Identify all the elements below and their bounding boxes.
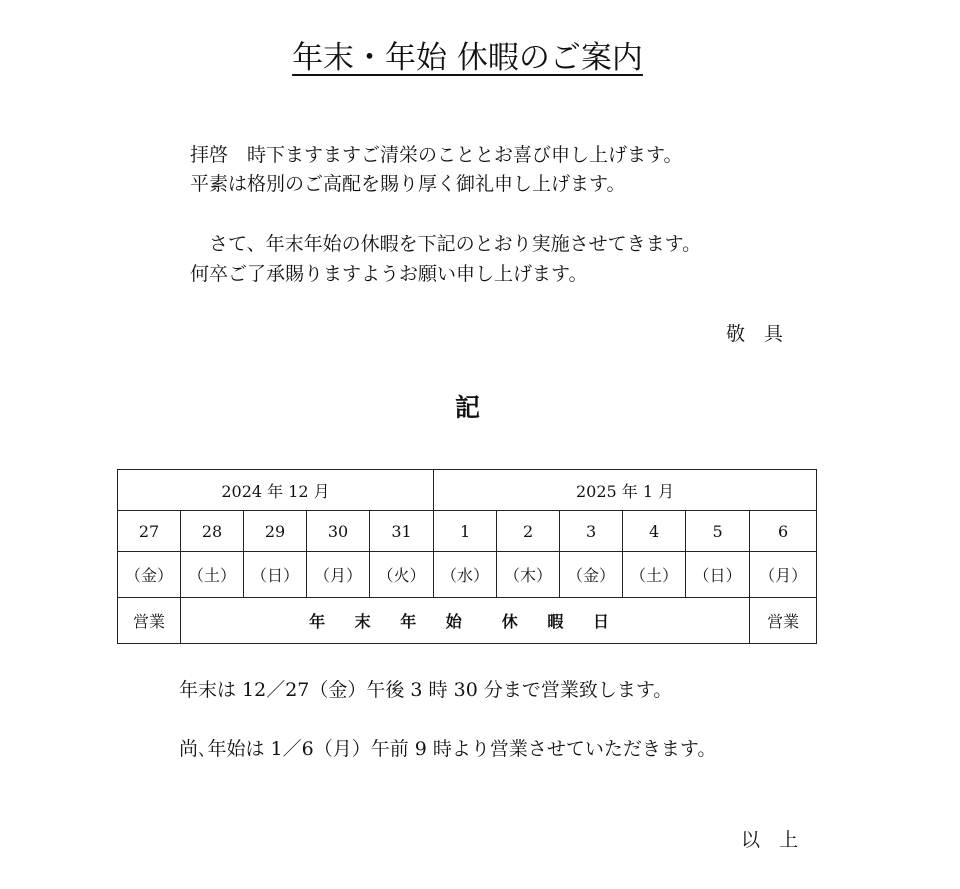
month-header-2025-01: 2025 年 1 月 xyxy=(434,470,817,511)
weekday-cell: （水） xyxy=(434,552,497,598)
month-header-2024-12: 2024 年 12 月 xyxy=(118,470,434,511)
weekday-row xyxy=(118,552,817,598)
greeting-line-4: 何卒ご了承賜りますようお願い申し上げます。 xyxy=(190,263,588,285)
holiday-calendar-table xyxy=(117,469,817,644)
weekday-cell: （火） xyxy=(370,552,434,598)
date-cell: 2 xyxy=(497,511,560,552)
note-year-end: 年末は 12／27（金）午後 3 時 30 分まで営業致します。 xyxy=(179,679,673,701)
note-new-year: 尚､年始は 1／6（月）午前 9 時より営業させていただきます。 xyxy=(179,738,717,760)
date-cell: 28 xyxy=(181,511,244,552)
weekday-cell: （金） xyxy=(118,552,181,598)
date-cell: 4 xyxy=(623,511,686,552)
weekday-cell: （金） xyxy=(560,552,623,598)
open-cell-end: 営業 xyxy=(750,598,817,644)
date-cell: 31 xyxy=(370,511,434,552)
date-cell: 30 xyxy=(307,511,370,552)
open-cell-start: 営業 xyxy=(118,598,181,644)
date-cell: 6 xyxy=(750,511,817,552)
weekday-cell: （月） xyxy=(750,552,817,598)
date-cell: 5 xyxy=(686,511,750,552)
date-cell: 27 xyxy=(118,511,181,552)
ending-ijou: 以 上 xyxy=(741,829,799,851)
month-row xyxy=(118,470,817,511)
greeting-line-1: 拝啓 時下ますますご清栄のこととお喜び申し上げます。 xyxy=(190,144,683,166)
holiday-period-cell: 年 末 年 始 休 暇 日 xyxy=(181,598,750,644)
greeting-line-3: さて、年末年始の休暇を下記のとおり実施させてきます。 xyxy=(190,233,702,255)
date-cell: 1 xyxy=(434,511,497,552)
ki-heading: 記 xyxy=(454,393,480,422)
page-title-text: 年末・年始 休暇のご案内 xyxy=(292,40,643,76)
page-title xyxy=(0,36,935,80)
date-row xyxy=(118,511,817,552)
weekday-cell: （日） xyxy=(686,552,750,598)
weekday-cell: （木） xyxy=(497,552,560,598)
weekday-cell: （月） xyxy=(307,552,370,598)
weekday-cell: （土） xyxy=(181,552,244,598)
weekday-cell: （土） xyxy=(623,552,686,598)
date-cell: 3 xyxy=(560,511,623,552)
date-cell: 29 xyxy=(244,511,307,552)
greeting-line-2: 平素は格別のご高配を賜り厚く御礼申し上げます。 xyxy=(190,173,626,195)
weekday-cell: （日） xyxy=(244,552,307,598)
closing-keigu: 敬 具 xyxy=(726,323,784,345)
status-row xyxy=(118,598,817,644)
